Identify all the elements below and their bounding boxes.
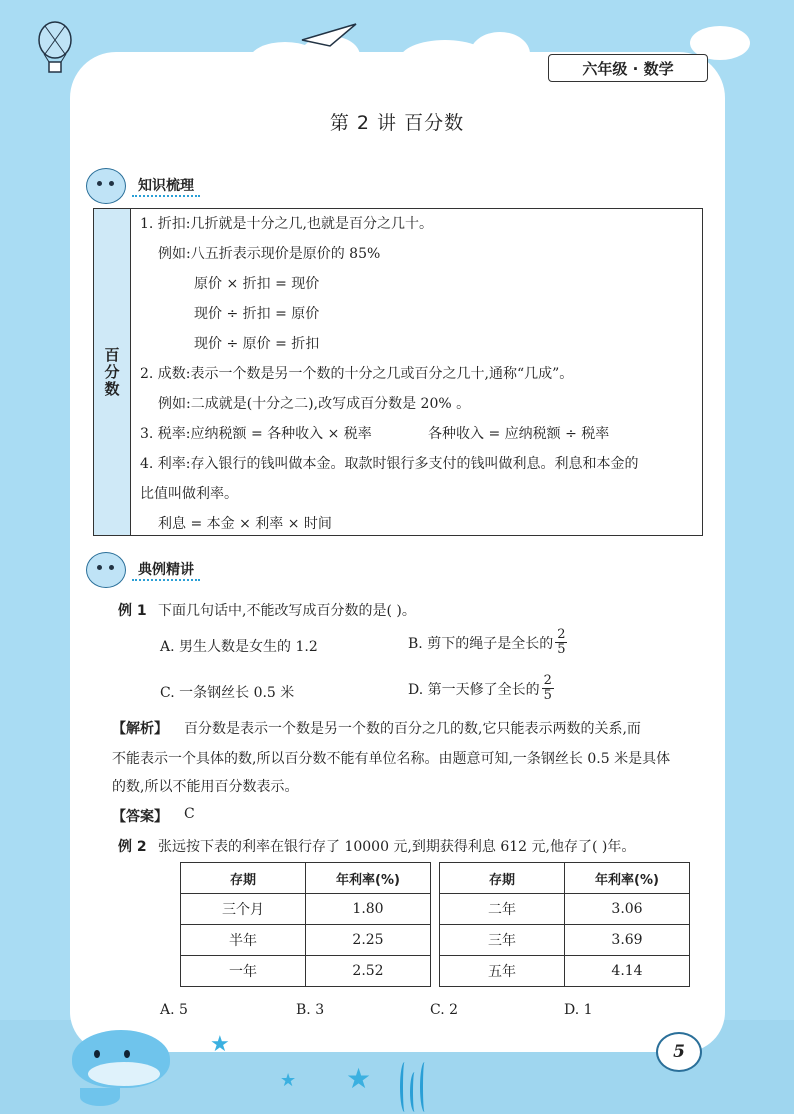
analysis-line: 百分数是表示一个数是另一个数的百分之几的数,它只能表示两数的关系,而 xyxy=(184,721,641,737)
starfish-icon: ★ xyxy=(210,1032,230,1057)
table-header-cell: 存期 xyxy=(181,863,306,894)
table-gap xyxy=(431,863,440,894)
starfish-icon: ★ xyxy=(346,1062,372,1095)
bear-mascot-icon xyxy=(86,552,126,588)
hot-air-balloon-icon xyxy=(30,20,80,80)
example-1-option-b xyxy=(408,628,567,657)
table-cell: 1.80 xyxy=(306,894,431,925)
interest-rate-table xyxy=(180,862,690,987)
examples-section-label: 典例精讲 xyxy=(132,559,200,581)
table-cell: 4.14 xyxy=(565,956,690,987)
knowledge-line: 原价 × 折扣 = 现价 xyxy=(194,276,320,292)
table-header-row xyxy=(181,863,690,894)
knowledge-side-label: 百分数 xyxy=(102,346,121,398)
example-2-option-a: A. 5 xyxy=(160,1002,188,1018)
example-2-option-c: C. 2 xyxy=(430,1002,459,1018)
example-1-option-a: A. 男生人数是女生的 1.2 xyxy=(160,639,318,655)
knowledge-line: 例如:八五折表示现价是原价的 85% xyxy=(158,246,381,262)
knowledge-line: 现价 ÷ 原价 = 折扣 xyxy=(194,336,320,352)
starfish-icon: ★ xyxy=(280,1070,297,1091)
example-1-label: 例 1 xyxy=(118,603,147,619)
knowledge-line: 3. 税率:应纳税额 = 各种收入 × 税率 xyxy=(140,426,372,442)
examples-section-header xyxy=(86,552,200,588)
knowledge-line: 4. 利率:存入银行的钱叫做本金。取款时银行多支付的钱叫做利息。利息和本金的 xyxy=(140,456,639,472)
option-d-text: D. 第一天修了全长的 xyxy=(408,681,540,698)
grade-tag: 六年级 · 数学 xyxy=(548,54,708,82)
example-2-question: 张远按下表的利率在银行存了 10000 元,到期获得利息 612 元,他存了( )年。 xyxy=(158,839,636,855)
table-header-cell: 年利率(%) xyxy=(306,863,431,894)
paper-plane-icon xyxy=(300,20,360,50)
table-cell: 半年 xyxy=(181,925,306,956)
table-cell: 一年 xyxy=(181,956,306,987)
analysis-line: 的数,所以不能用百分数表示。 xyxy=(112,779,299,795)
table-row xyxy=(181,925,690,956)
whale-belly-icon xyxy=(88,1062,160,1086)
example-2-option-b: B. 3 xyxy=(296,1002,325,1018)
fraction-numerator: 2 xyxy=(543,673,552,688)
fraction-denominator: 5 xyxy=(543,688,552,703)
table-cell: 2.25 xyxy=(306,925,431,956)
option-b-text: B. 剪下的绳子是全长的 xyxy=(408,635,554,652)
fraction-denominator: 5 xyxy=(557,642,566,657)
table-cell: 3.06 xyxy=(565,894,690,925)
answer-value: C xyxy=(184,806,195,822)
knowledge-section-label: 知识梳理 xyxy=(132,175,200,197)
table-header-cell: 年利率(%) xyxy=(565,863,690,894)
table-gap xyxy=(431,894,440,925)
knowledge-section-header xyxy=(86,168,200,204)
knowledge-line: 利息 = 本金 × 利率 × 时间 xyxy=(158,516,332,532)
table-row xyxy=(181,894,690,925)
seaweed-icon xyxy=(420,1062,429,1112)
example-1-question: 下面几句话中,不能改写成百分数的是( )。 xyxy=(158,603,416,619)
knowledge-line: 2. 成数:表示一个数是另一个数的十分之几或百分之几十,通称“几成”。 xyxy=(140,366,574,382)
seaweed-icon xyxy=(400,1062,409,1112)
page-title: 第 2 讲 百分数 xyxy=(329,112,465,134)
knowledge-box xyxy=(93,208,703,536)
table-cell: 三个月 xyxy=(181,894,306,925)
example-2-option-d: D. 1 xyxy=(564,1002,593,1018)
table-cell: 五年 xyxy=(440,956,565,987)
page-number: 5 xyxy=(656,1032,702,1072)
fraction-numerator: 2 xyxy=(557,627,566,642)
knowledge-line: 例如:二成就是(十分之二),改写成百分数是 20% 。 xyxy=(158,396,471,412)
seaweed-icon xyxy=(410,1072,419,1112)
option-d-fraction xyxy=(542,674,554,703)
table-row xyxy=(181,956,690,987)
knowledge-line: 现价 ÷ 折扣 = 原价 xyxy=(194,306,320,322)
knowledge-side-label-cell xyxy=(94,209,131,535)
table-cell: 2.52 xyxy=(306,956,431,987)
example-1-option-d xyxy=(408,674,554,703)
table-cell: 二年 xyxy=(440,894,565,925)
knowledge-line: 比值叫做利率。 xyxy=(140,486,238,502)
robot-mascot-icon xyxy=(86,168,126,204)
knowledge-line: 各种收入 = 应纳税额 ÷ 税率 xyxy=(428,426,610,442)
table-gap xyxy=(431,956,440,987)
table-header-cell: 存期 xyxy=(440,863,565,894)
analysis-label: 【解析】 xyxy=(112,721,168,737)
table-cell: 三年 xyxy=(440,925,565,956)
answer-label: 【答案】 xyxy=(112,809,168,825)
table-gap xyxy=(431,925,440,956)
knowledge-line: 1. 折扣:几折就是十分之几,也就是百分之几十。 xyxy=(140,216,433,232)
option-b-fraction xyxy=(555,628,567,657)
example-1-option-c: C. 一条钢丝长 0.5 米 xyxy=(160,685,295,701)
table-cell: 3.69 xyxy=(565,925,690,956)
example-2-label: 例 2 xyxy=(118,839,147,855)
whale-tail-icon xyxy=(80,1088,120,1106)
analysis-line: 不能表示一个具体的数,所以百分数不能有单位名称。由题意可知,一条钢丝长 0.5 米是具体 xyxy=(112,751,671,767)
